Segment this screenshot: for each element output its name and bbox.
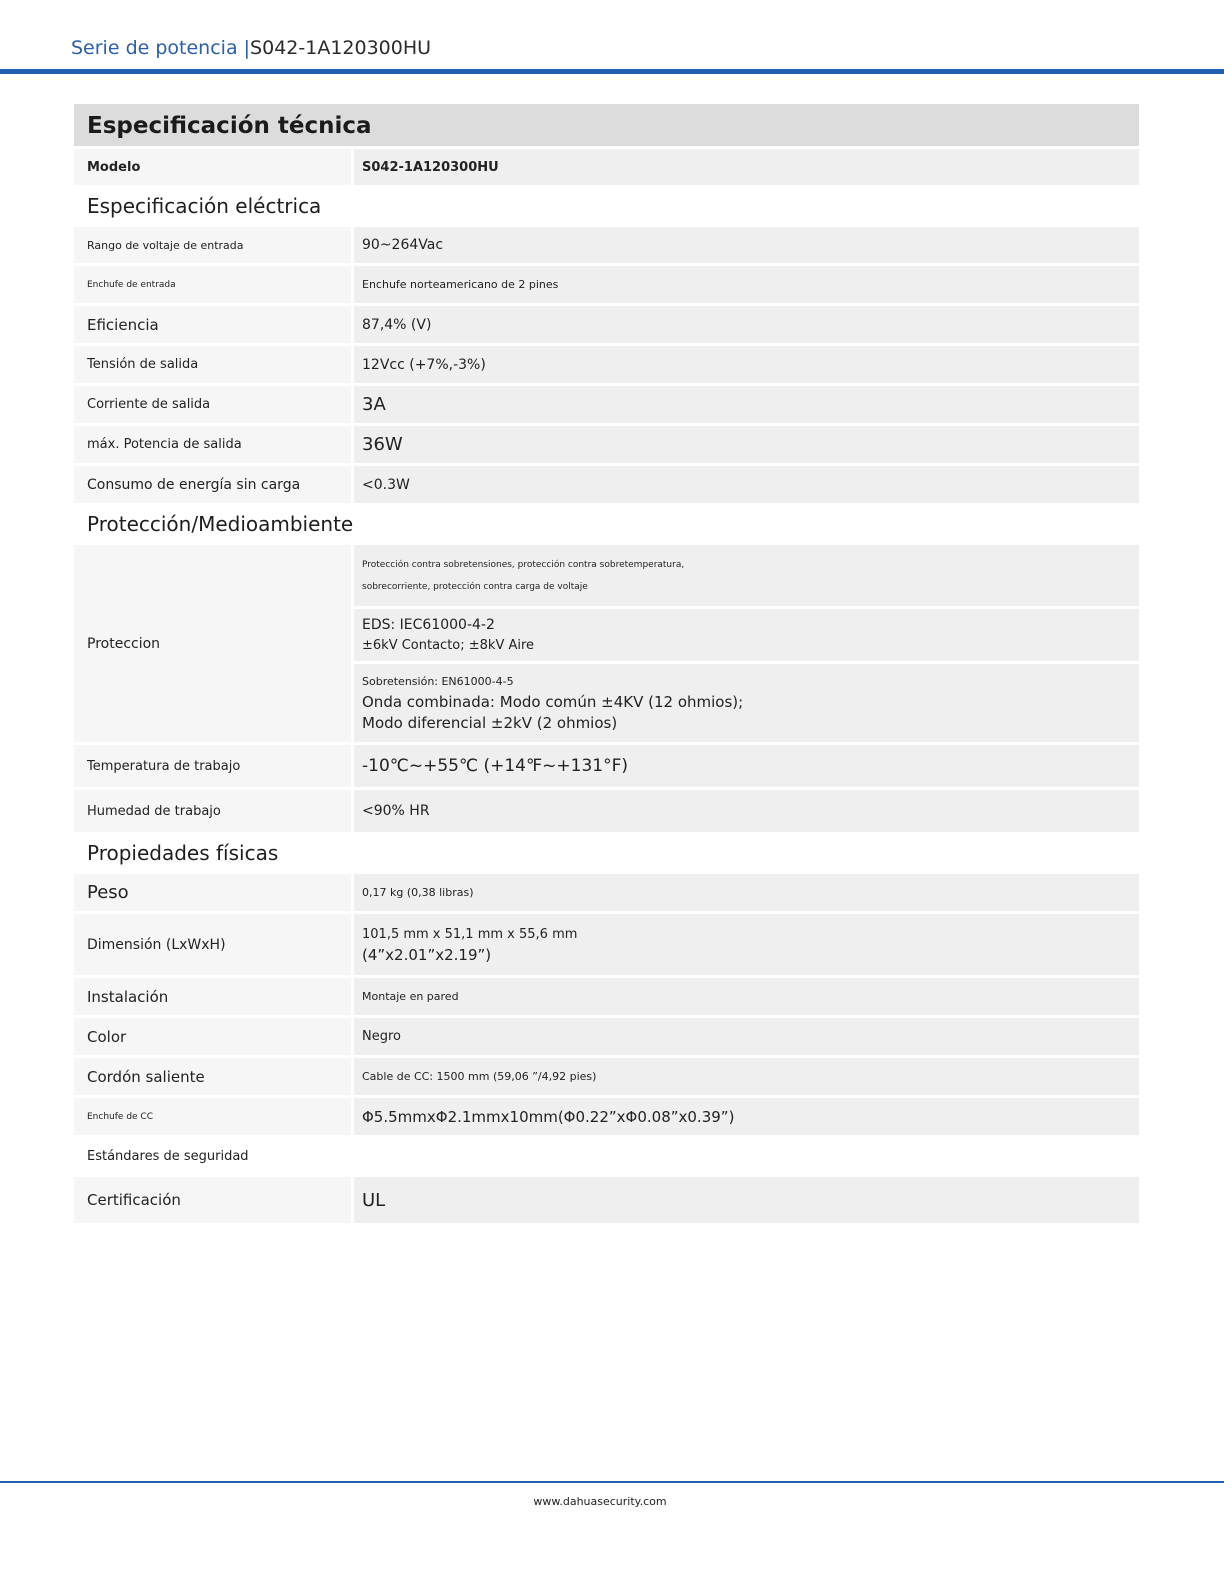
model-row — [74, 149, 1139, 185]
row-value: Negro — [354, 1018, 1139, 1055]
row-value: -10℃~+55℃ (+14℉~+131°F) — [354, 745, 1139, 787]
page-title — [71, 36, 431, 60]
spec-row-output-current — [74, 386, 1139, 423]
header-rule — [0, 69, 1224, 74]
row-label: Enchufe de CC — [74, 1098, 351, 1135]
spec-row-cord — [74, 1058, 1139, 1095]
row-value: 12Vcc (+7%,-3%) — [354, 346, 1139, 383]
protection-item — [354, 545, 1139, 606]
spec-row-working-temperature — [74, 745, 1139, 787]
row-label: Dimensión (LxWxH) — [74, 914, 351, 975]
spec-row-output-voltage — [74, 346, 1139, 383]
protection-text: Modo diferencial ±2kV (2 ohmios) — [362, 714, 618, 732]
row-label: Corriente de salida — [74, 386, 351, 423]
row-label: Consumo de energía sin carga — [74, 466, 351, 503]
row-value: Enchufe norteamericano de 2 pines — [354, 266, 1139, 303]
row-value: 90~264Vac — [354, 227, 1139, 263]
row-value: Montaje en pared — [354, 978, 1139, 1015]
row-label: máx. Potencia de salida — [74, 426, 351, 463]
row-value: Cable de CC: 1500 mm (59,06 ”/4,92 pies) — [354, 1058, 1139, 1095]
protection-text: ±6kV Contacto; ±8kV Aire — [362, 638, 535, 653]
protection-item — [354, 664, 1139, 742]
spec-table — [74, 104, 1139, 1223]
row-value: 3A — [354, 386, 1139, 423]
row-label: Certificación — [74, 1177, 351, 1223]
spec-row-no-load — [74, 466, 1139, 503]
model-label: Modelo — [74, 149, 351, 185]
dimension-imperial: (4”x2.01”x2.19”) — [362, 945, 492, 964]
dimension-metric: 101,5 mm x 51,1 mm x 55,6 mm — [362, 926, 578, 942]
protection-label: Proteccion — [74, 545, 351, 742]
row-label: Cordón saliente — [74, 1058, 351, 1095]
protection-text: Sobretensión: EN61000-4-5 — [362, 675, 514, 688]
title-separator: | — [243, 37, 251, 59]
section-electrical: Especificación eléctrica — [87, 194, 322, 218]
row-label: Humedad de trabajo — [74, 790, 351, 832]
spec-row-weight — [74, 874, 1139, 911]
spec-row-input-plug — [74, 266, 1139, 303]
row-label: Eficiencia — [74, 306, 351, 343]
section-protection: Protección/Medioambiente — [87, 512, 354, 536]
spec-row-dimension — [74, 914, 1139, 975]
spec-row-certification — [74, 1177, 1139, 1223]
header-model: S042-1A120300HU — [250, 37, 432, 59]
row-value: 0,17 kg (0,38 libras) — [354, 874, 1139, 911]
spec-row-installation — [74, 978, 1139, 1015]
row-label: Rango de voltaje de entrada — [74, 227, 351, 263]
row-label: Temperatura de trabajo — [74, 745, 351, 787]
spec-row-efficiency — [74, 306, 1139, 343]
footer-rule — [0, 1481, 1224, 1483]
row-label: Enchufe de entrada — [74, 266, 351, 303]
spec-row-max-power — [74, 426, 1139, 463]
row-label: Tensión de salida — [74, 346, 351, 383]
protection-text: sobrecorriente, protección contra carga de voltaje — [362, 581, 588, 592]
spec-row-color — [74, 1018, 1139, 1055]
spec-row-dc-plug — [74, 1098, 1139, 1135]
protection-text: Onda combinada: Modo común ±4KV (12 ohmios); — [362, 693, 744, 711]
protection-text: EDS: IEC61000-4-2 — [362, 617, 495, 633]
protection-values — [354, 545, 1139, 742]
model-value: S042-1A120300HU — [354, 149, 1139, 185]
row-value: UL — [354, 1177, 1139, 1223]
spec-title: Especificación técnica — [74, 104, 1139, 146]
row-value — [354, 914, 1139, 975]
section-safety: Estándares de seguridad — [87, 1148, 249, 1164]
series-name: Serie de potencia — [71, 37, 238, 59]
page-header — [0, 0, 1224, 74]
section-physical: Propiedades físicas — [87, 841, 279, 865]
spec-row-protection — [74, 545, 1139, 742]
row-value: 36W — [354, 426, 1139, 463]
spec-row-input-voltage — [74, 227, 1139, 263]
row-value: 87,4% (V) — [354, 306, 1139, 343]
row-value: Φ5.5mmxΦ2.1mmx10mm(Φ0.22”xΦ0.08”x0.39”) — [354, 1098, 1139, 1135]
row-value: <0.3W — [354, 466, 1139, 503]
footer-website: www.dahuasecurity.com — [533, 1495, 667, 1508]
row-label: Peso — [74, 874, 351, 911]
spec-row-working-humidity — [74, 790, 1139, 832]
row-label: Instalación — [74, 978, 351, 1015]
row-value: <90% HR — [354, 790, 1139, 832]
protection-item — [354, 609, 1139, 661]
protection-text: Protección contra sobretensiones, protección contra sobretemperatura, — [362, 559, 685, 570]
row-label: Color — [74, 1018, 351, 1055]
